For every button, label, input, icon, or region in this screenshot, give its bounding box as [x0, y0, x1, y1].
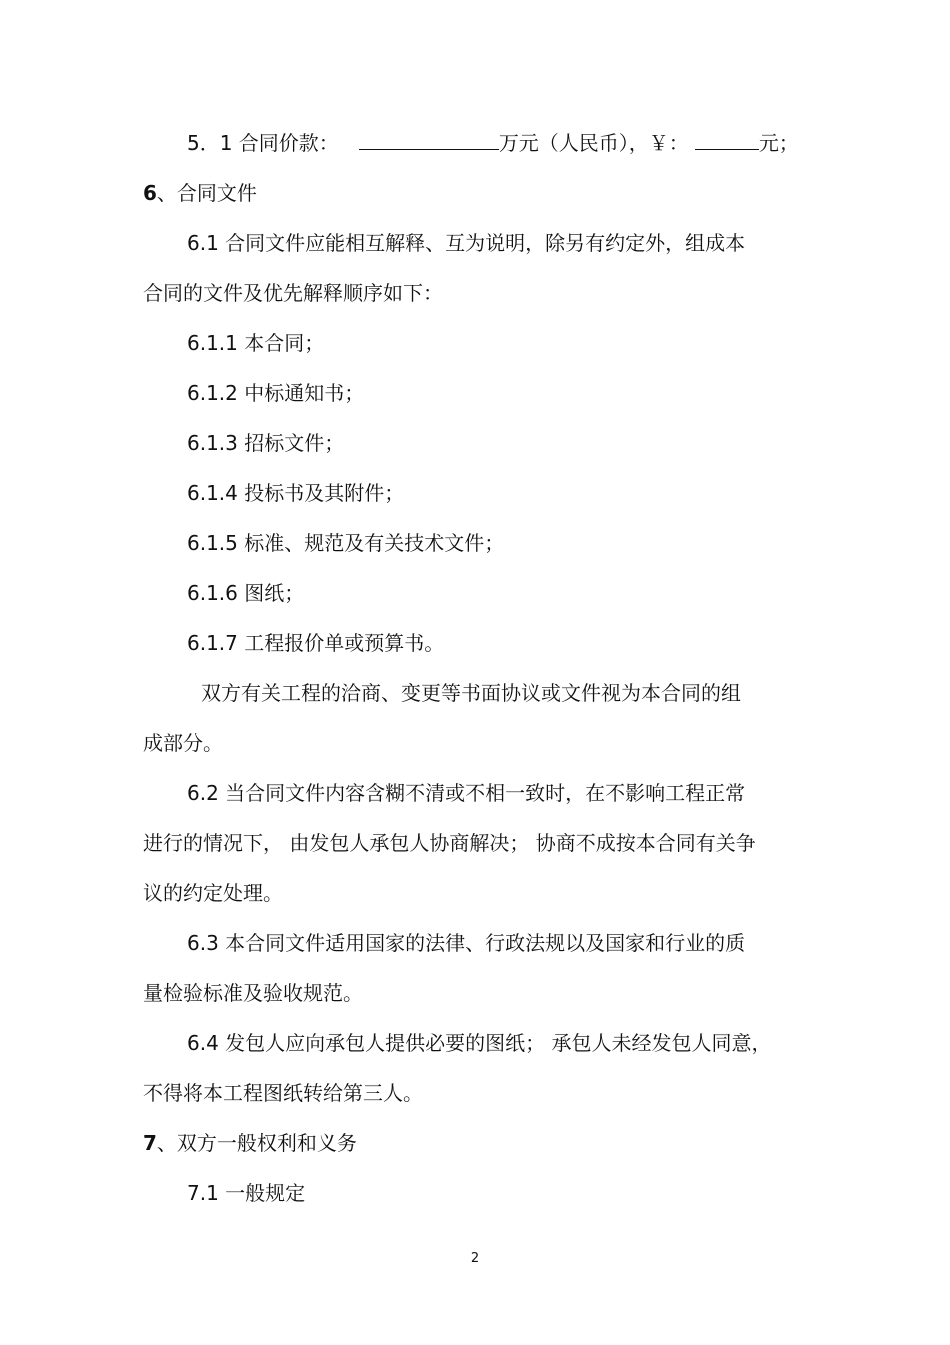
- page-number: 2: [470, 1251, 480, 1266]
- clause-6-1-line-2: 合同的文件及优先解释顺序如下：: [143, 281, 443, 305]
- clause-5-1-prefix: 5．1 合同价款：: [187, 131, 339, 155]
- paragraph-both-parties-line-1: 双方有关工程的洽商、变更等书面协议或文件视为本合同的组: [201, 681, 741, 705]
- clause-5-1-mid: 万元（人民币），￥：: [498, 131, 689, 155]
- clause-6-4-line-1: 6.4 发包人应向承包人提供必要的图纸； 承包人未经发包人同意，: [187, 1031, 772, 1055]
- clause-7-1: 7.1 一般规定: [187, 1181, 306, 1205]
- price-yuan-blank: [695, 129, 759, 150]
- price-wan-blank: [359, 129, 499, 150]
- section-7-heading: [143, 1129, 357, 1157]
- paragraph-both-parties-line-2: 成部分。: [143, 731, 223, 755]
- clause-6-1-line-1: 6.1 合同文件应能相互解释、互为说明，除另有约定外，组成本: [187, 231, 746, 255]
- clause-6-3-line-2: 量检验标准及验收规范。: [143, 981, 363, 1005]
- clause-6-3-line-1: 6.3 本合同文件适用国家的法律、行政法规以及国家和行业的质: [187, 931, 746, 955]
- list-item: 6.1.4 投标书及其附件；: [187, 481, 405, 505]
- section-6-number: 6: [143, 181, 157, 205]
- clause-6-2-line-3: 议的约定处理。: [143, 881, 283, 905]
- clause-5-1: [187, 129, 799, 157]
- list-item: 6.1.2 中标通知书；: [187, 381, 365, 405]
- list-item: 6.1.7 工程报价单或预算书。: [187, 631, 445, 655]
- section-6-title: 、合同文件: [156, 181, 257, 205]
- list-item: 6.1.1 本合同；: [187, 331, 325, 355]
- list-item: 6.1.5 标准、规范及有关技术文件；: [187, 531, 505, 555]
- section-6-heading: [143, 179, 257, 207]
- section-7-number: 7: [143, 1131, 157, 1155]
- list-item: 6.1.3 招标文件；: [187, 431, 345, 455]
- clause-5-1-suffix: 元；: [758, 131, 799, 155]
- section-7-title: 、双方一般权利和义务: [156, 1131, 357, 1155]
- clause-6-2-line-2: 进行的情况下， 由发包人承包人协商解决； 协商不成按本合同有关争: [143, 831, 756, 855]
- clause-6-2-line-1: 6.2 当合同文件内容含糊不清或不相一致时，在不影响工程正常: [187, 781, 746, 805]
- list-item: 6.1.6 图纸；: [187, 581, 305, 605]
- clause-6-4-line-2: 不得将本工程图纸转给第三人。: [143, 1081, 423, 1105]
